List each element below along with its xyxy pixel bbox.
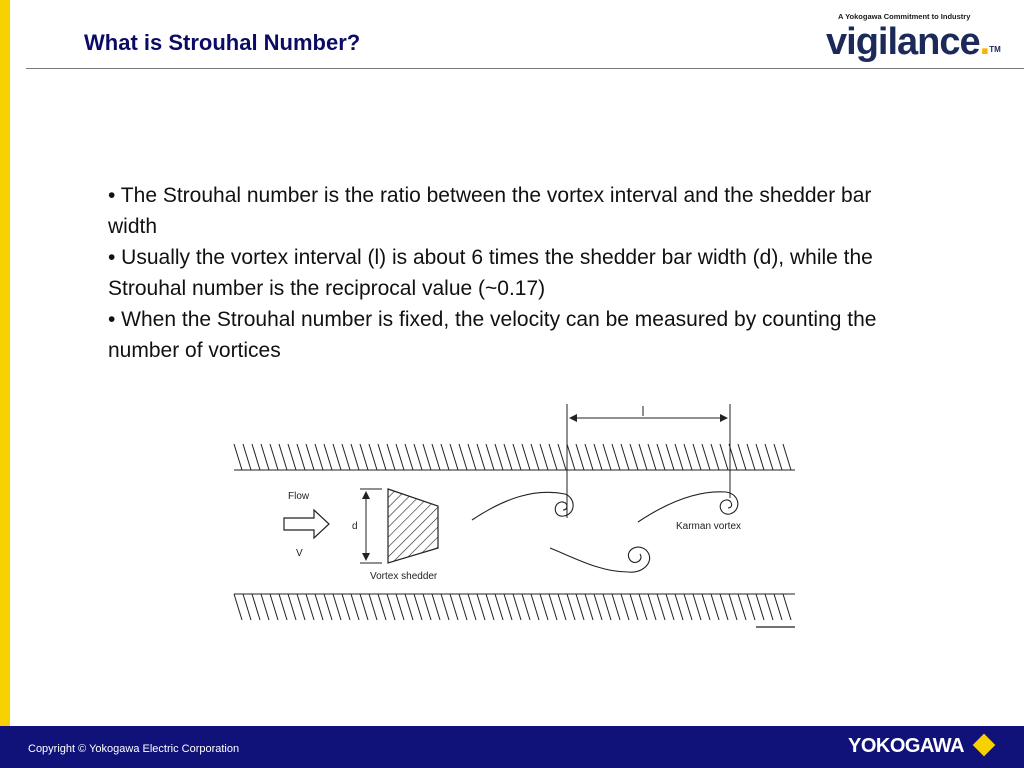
bottom-pipe-wall [234, 594, 795, 620]
shedder-width-dimension [360, 489, 382, 563]
logo-trademark: TM [989, 45, 1001, 54]
copyright-text: Copyright © Yokogawa Electric Corporation [28, 743, 240, 755]
velocity-label: V [296, 548, 303, 559]
karman-vortex-lower [550, 547, 650, 572]
shedder-label: Vortex shedder [370, 571, 438, 582]
yokogawa-diamond-icon [973, 734, 996, 757]
left-accent-stripe [0, 0, 10, 726]
logo-text: vigilance [826, 21, 980, 63]
karman-vortex-upper-2 [638, 492, 738, 522]
header-divider [26, 68, 1024, 69]
width-label: d [352, 521, 358, 532]
flow-arrow-icon [284, 510, 329, 538]
karman-vortex-label: Karman vortex [676, 521, 742, 532]
yokogawa-logo: YOKOGAWA [848, 735, 965, 757]
bullet-item: • Usually the vortex interval (l) is about 6 times the shedder bar width (d), while the Strouhal number is the reciprocal value (~0.17) [108, 246, 873, 300]
vigilance-logo [826, 20, 1001, 64]
flow-label: Flow [288, 491, 310, 502]
vortex-diagram [220, 398, 810, 634]
logo-tagline: A Yokogawa Commitment to Industry [838, 12, 971, 21]
karman-vortex-upper-1 [472, 492, 573, 520]
vortex-interval-dimension [567, 404, 730, 518]
bullet-item: • When the Strouhal number is fixed, the velocity can be measured by counting the number of vortices [108, 308, 877, 362]
logo-dot: . [979, 21, 990, 63]
bullet-item: • The Strouhal number is the ratio between the vortex interval and the shedder bar width [108, 184, 872, 238]
top-pipe-wall [234, 444, 795, 470]
page-title: What is Strouhal Number? [84, 30, 361, 55]
vortex-shedder-bar [388, 489, 438, 563]
footer-bar [0, 726, 1024, 768]
bullet-list [108, 180, 908, 366]
